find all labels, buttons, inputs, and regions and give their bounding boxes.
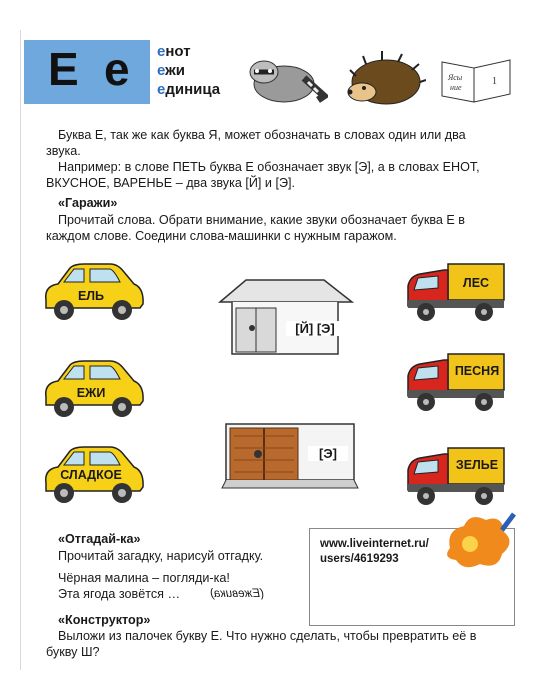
example-words [157, 42, 220, 99]
notebook-illustration [438, 54, 514, 106]
truck-les [404, 260, 508, 324]
riddle-line-1: Чёрная малина – погляди-ка! [58, 571, 230, 585]
garage-label-1: [Й] [Э] [286, 321, 344, 336]
truck-label-2: ПЕСНЯ [454, 364, 500, 378]
watermark-line-1: www.liveinternet.ru/ [320, 538, 429, 550]
riddle-instruction: Прочитай загадку, нарисуй отгадку. [58, 549, 264, 563]
garages-title: «Гаражи» [58, 196, 118, 210]
garages-instruction: Прочитай слова. Обрати внимание, какие звуки обозначает буква Е в каждом слове. Соедини слова-машинки с нужным гаражом. [46, 213, 465, 243]
truck-pesnya [404, 350, 508, 414]
svg-text:Ясы: Ясы [448, 73, 463, 82]
car-label-3: СЛАДКОЕ [60, 468, 122, 482]
letter-lower: е [104, 43, 130, 95]
paint-splash-icon [440, 508, 516, 574]
truck-label-3: ЗЕЛЬЕ [455, 458, 499, 472]
constructor-title: «Конструктор» [58, 613, 151, 627]
raccoon-illustration [244, 50, 328, 108]
intro-paragraph-1: Буква Е, так же как буква Я, может обозначать в словах один или два звука. [46, 128, 466, 158]
word-one: единица [157, 81, 221, 98]
riddle-answer-upside-down: (Ежевика) [210, 588, 264, 600]
intro-paragraph-2: Например: в слове ПЕТЬ буква Е обозначает звук [Э], а в словах ЕНОТ, ВКУСНОЕ, ВАРЕНЬЕ – два звука [Й] и [Э]. [46, 160, 480, 190]
svg-text:1: 1 [492, 76, 497, 87]
svg-text:ние: ние [450, 83, 462, 92]
car-label-1: ЕЛЬ [77, 289, 105, 303]
word-hedgehogs: ежи [157, 62, 186, 79]
car-label-2: ЕЖИ [76, 386, 106, 400]
letter-header-bar [24, 40, 150, 104]
word-raccoon: енот [157, 43, 191, 60]
letter-upper: Е [48, 43, 79, 95]
constructor-instruction: Выложи из палочек букву Е. Что нужно сделать, чтобы превратить её в букву Ш? [46, 629, 477, 659]
hedgehog-illustration [342, 48, 426, 108]
riddle-title: «Отгадай-ка» [58, 532, 141, 546]
watermark-line-2: users/4619293 [320, 553, 399, 565]
garage-house [218, 276, 356, 358]
truck-label-1: ЛЕС [462, 276, 490, 290]
garage-label-2: [Э] [308, 446, 348, 461]
riddle-line-2: Эта ягода зовётся … [58, 587, 181, 601]
truck-zelye [404, 444, 508, 508]
